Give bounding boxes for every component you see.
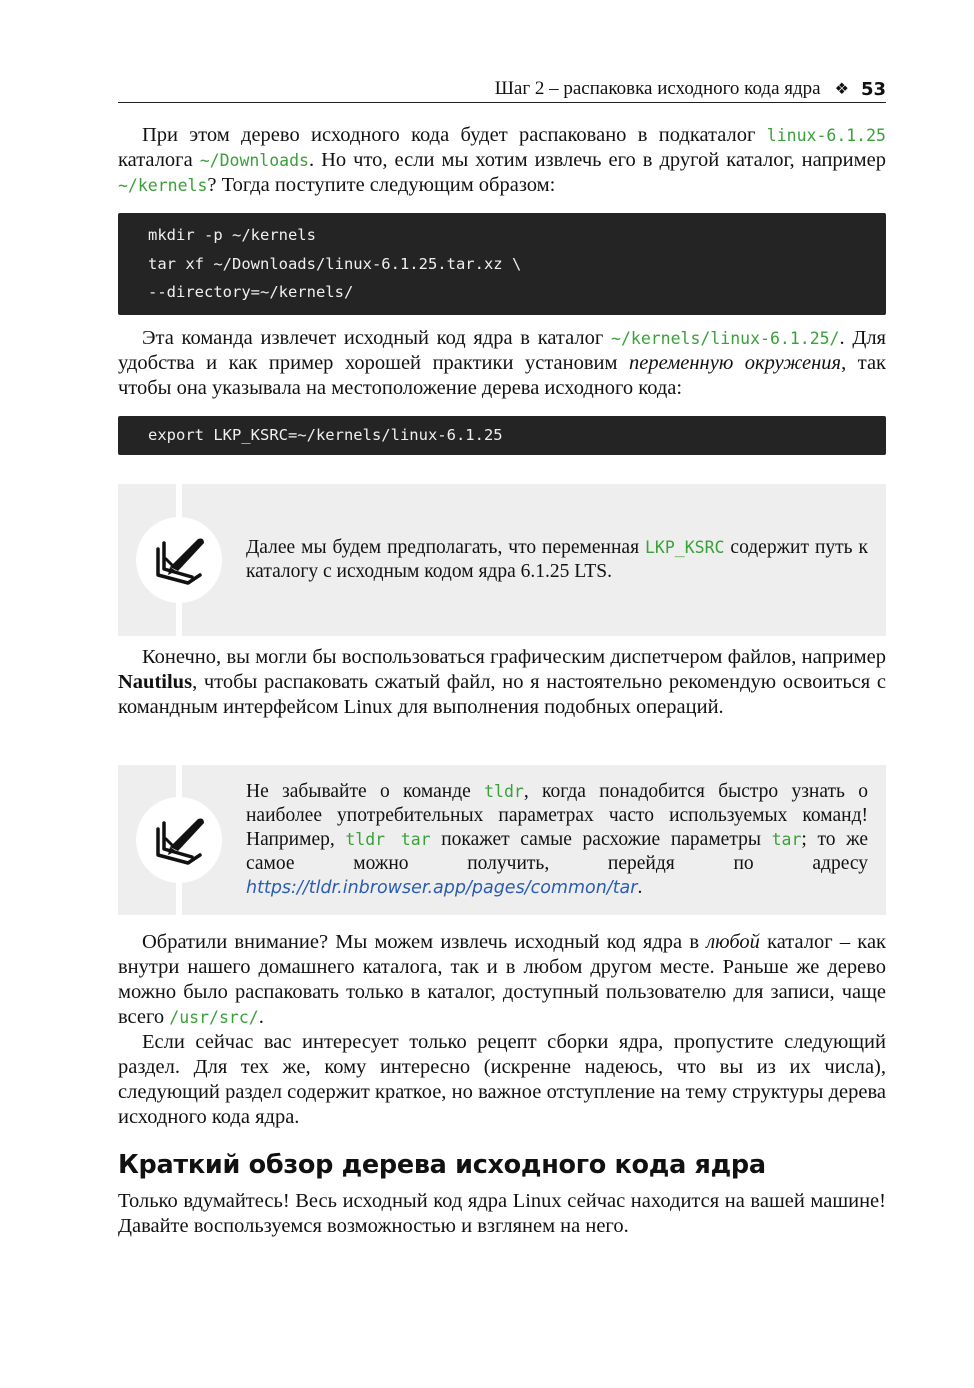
tldr-link[interactable]: https://tldr.inbrowser.app/pages/common/tar xyxy=(246,878,638,898)
code-usr-src: /usr/src/ xyxy=(169,1008,259,1027)
pencil-note-icon xyxy=(136,797,222,883)
code-line: tar xf ~/Downloads/linux-6.1.25.tar.xz \ xyxy=(148,254,522,273)
note-text: Далее мы будем предполагать, что переменная LKP_KSRC содержит путь к каталогу с исходным кодом ядра 6.1.25 LTS. xyxy=(246,537,868,582)
emphasis-env-var: переменную окружения xyxy=(629,352,842,374)
section-heading: Краткий обзор дерева исходного кода ядра xyxy=(118,1150,766,1180)
code-tldr-tar: tldr tar xyxy=(345,830,431,849)
paragraph-1: При этом дерево исходного кода будет распаковано в подкаталог linux-6.1.25 каталога ~/Downloads. Но что, если мы хотим извлечь его в другой каталог, например ~/kernels? Тогда поступите следующим образом: xyxy=(118,124,886,196)
running-head xyxy=(118,76,886,103)
code-line: export LKP_KSRC=~/kernels/linux-6.1.25 xyxy=(148,426,503,444)
chapter-title: Шаг 2 – распаковка исходного кода ядра xyxy=(494,78,821,99)
code-linux-dir: linux-6.1.25 xyxy=(766,126,886,145)
code-line: mkdir -p ~/kernels xyxy=(148,226,316,244)
emphasis-any: любой xyxy=(706,931,760,953)
page-number: 53 xyxy=(860,78,886,100)
note-text: Не забывайте о команде tldr, когда понадобится быстро узнать о наиболее употребительных параметрах часто используемых команд! Например, tldr tar покажет самые расхожие параметры tar; то же самое можно получить, перейдя по адресу https://tldr.inbrowser.app/pages/common/tar. xyxy=(246,781,868,898)
code-line: --directory=~/kernels/ xyxy=(148,283,354,301)
pencil-note-icon xyxy=(136,517,222,603)
ornament-icon: ❖ xyxy=(834,81,849,98)
info-note-1 xyxy=(118,484,886,636)
code-kernel-path: ~/kernels/linux-6.1.25/ xyxy=(611,329,840,348)
paragraph-5: Если сейчас вас интересует только рецепт сборки ядра, пропустите следующий раздел. Для тех же, кому интересно (искренне надеюсь, что вы из их числа), следующий раздел содержит краткое, но важное отступление на тему структуры дерева исходного кода ядра. xyxy=(118,1031,886,1128)
paragraph-2: Эта команда извлечет исходный код ядра в каталог ~/kernels/linux-6.1.25/. Для удобства и как пример хорошей практики установим переменную окружения, так чтобы она указывала на местоположение дерева исходного кода: xyxy=(118,327,887,399)
code-lkp-ksrc: LKP_KSRC xyxy=(644,538,725,557)
code-tldr: tldr xyxy=(484,782,524,801)
code-block-export xyxy=(118,416,886,455)
code-downloads-dir: ~/Downloads xyxy=(199,151,309,170)
paragraph-4: Обратили внимание? Мы можем извлечь исходный код ядра в любой каталог – как внутри нашего домашнего каталога, так и в любом другом месте. Раньше же дерево можно было распаковать только в каталог, доступный пользователю для записи, чаще всего /usr/src/. xyxy=(118,931,886,1028)
paragraph-3: Конечно, вы могли бы воспользоваться графическим диспетчером файлов, например Nautilus, чтобы распаковать сжатый файл, но я настоятельно рекомендую освоиться с командным интерфейсом Linux для выполнения подобных операций. xyxy=(118,646,886,718)
section-paragraph: Только вдумайтесь! Весь исходный код ядра Linux сейчас находится на вашей машине! Давайте воспользуемся возможностью и взглянем на него. xyxy=(118,1190,886,1237)
info-note-2 xyxy=(118,765,886,915)
code-tar: tar xyxy=(771,830,802,849)
bold-nautilus: Nautilus xyxy=(118,671,193,693)
code-block-extract xyxy=(118,213,886,315)
code-kernels-dir: ~/kernels xyxy=(118,176,208,195)
